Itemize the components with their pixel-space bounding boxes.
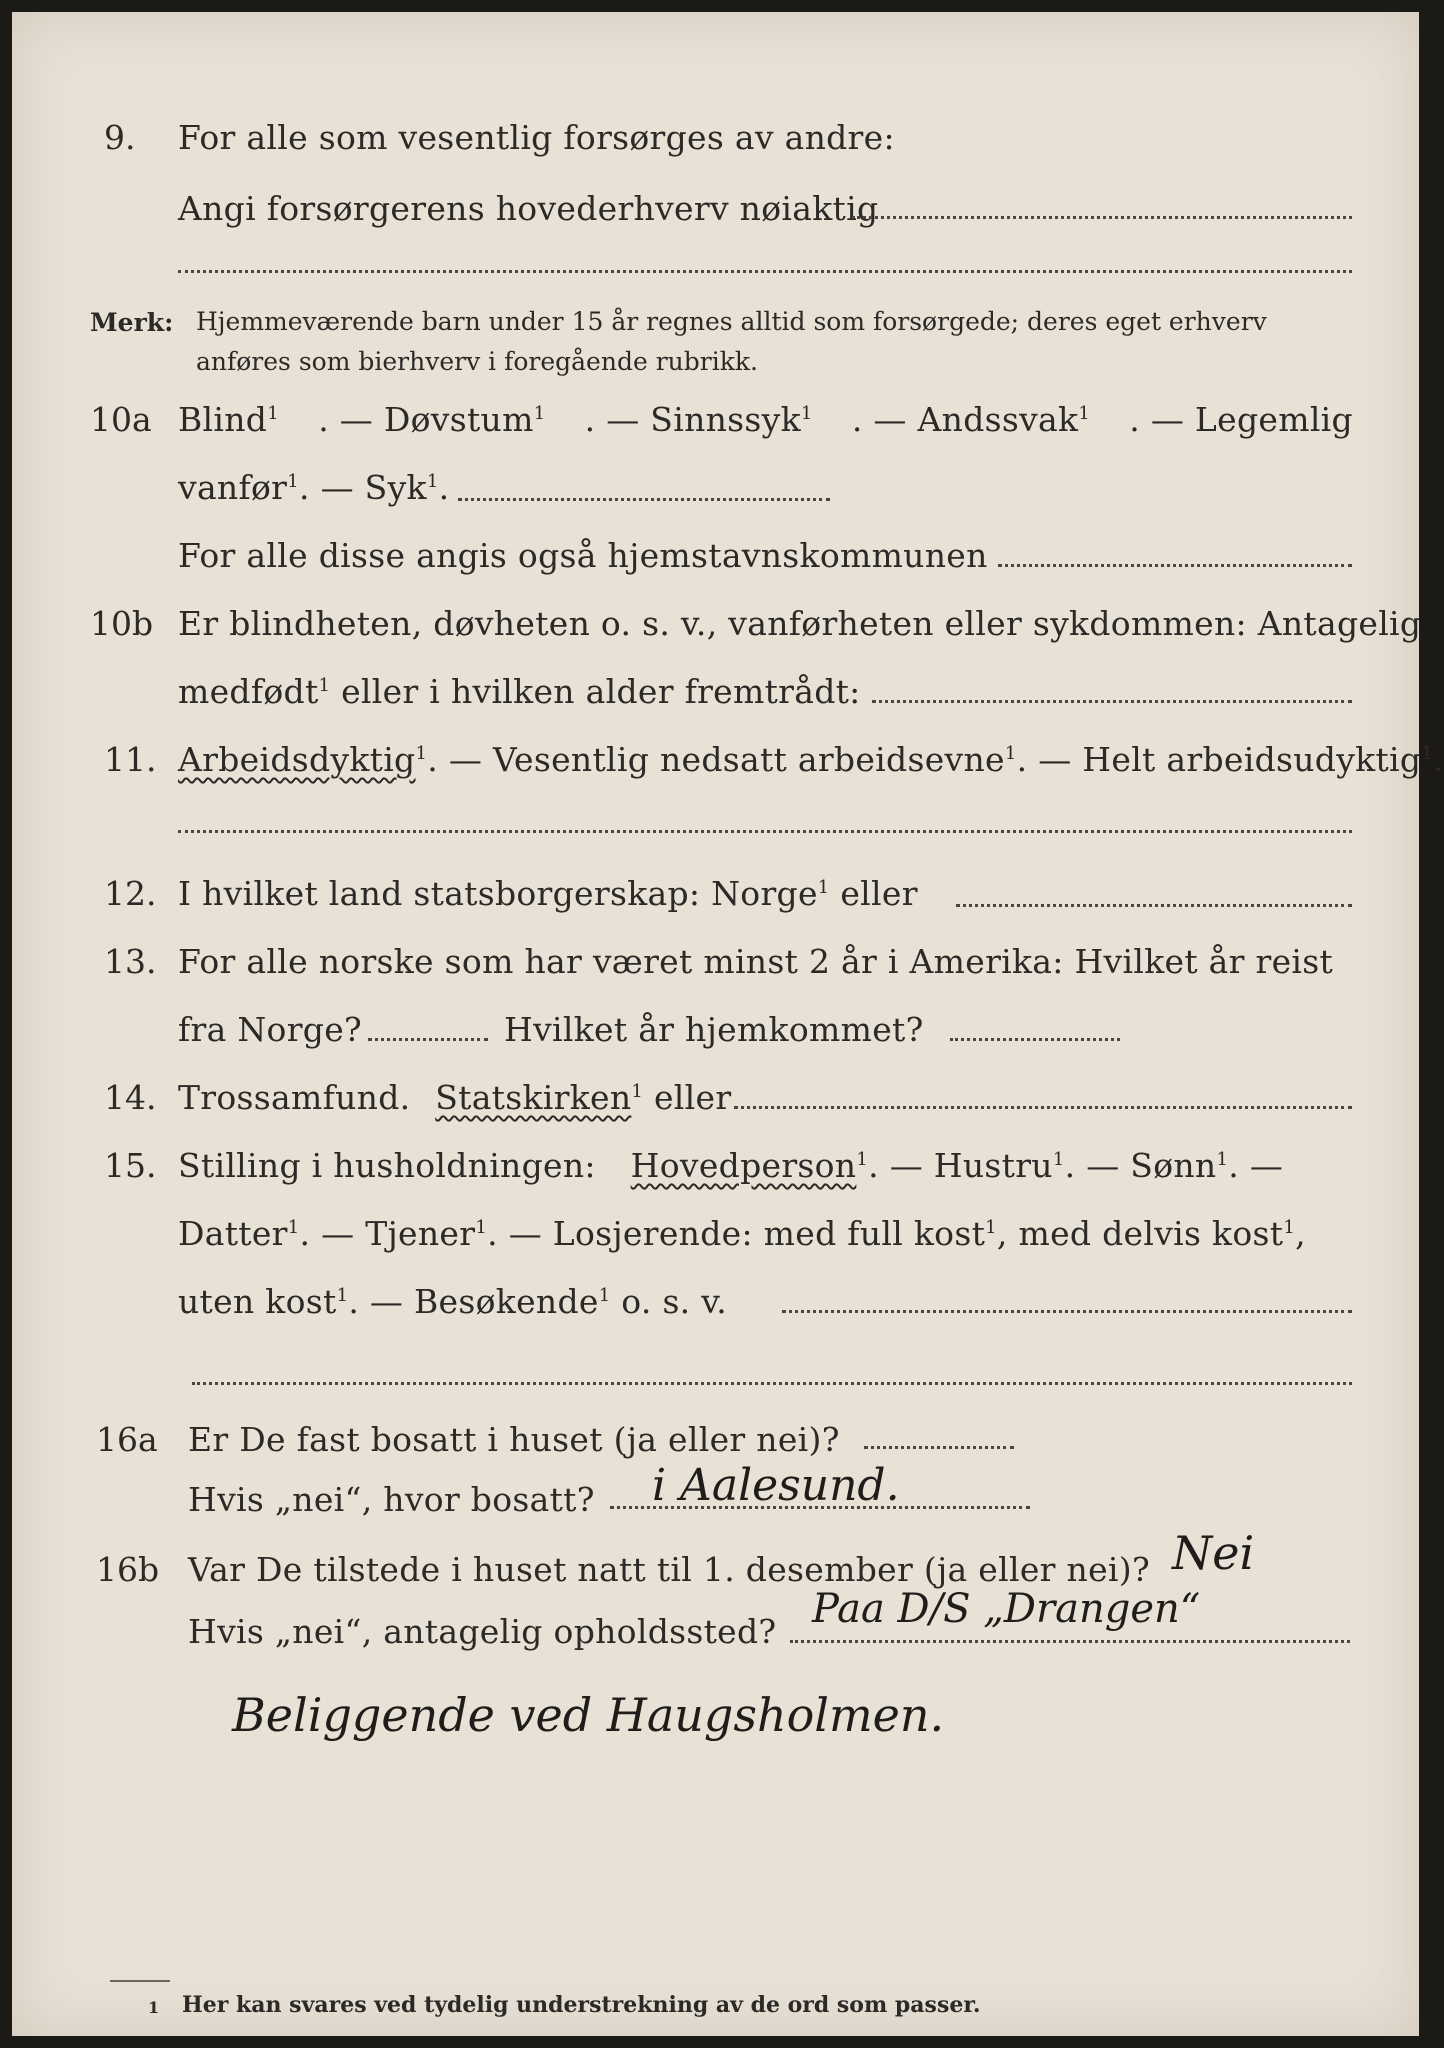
q15-sonn[interactable]: . — Sønn — [1064, 1146, 1217, 1185]
census-form-page — [12, 12, 1444, 2036]
merk-label: Merk: — [90, 308, 174, 337]
footnote-mark: 1 — [148, 1998, 160, 2017]
q16b-opholdssted-line[interactable] — [790, 1640, 1350, 1643]
q15-line2: Datter$^1$. — Tjener$^1$. — Losjerende: med full kost$^1$, med delvis kost$^1$, — [178, 1214, 1306, 1253]
q16a-ja-nei-line[interactable] — [864, 1446, 1014, 1449]
q16b-line1: Var De tilstede i huset natt til 1. desember (ja eller nei)? — [188, 1550, 1150, 1589]
q9-answer-line[interactable] — [852, 216, 1352, 219]
footnote-rule — [110, 1980, 170, 1982]
q15-full-kost[interactable]: . — Losjerende: med full kost — [487, 1214, 986, 1253]
q15-line3: uten kost$^1$. — Besøkende$^1$ o. s. v. — [178, 1282, 728, 1321]
q10b-answer-line[interactable] — [872, 700, 1352, 703]
q9-answer-line-2[interactable] — [178, 270, 1352, 273]
q11-answer-line[interactable] — [178, 830, 1352, 833]
q11-number: 11. — [104, 740, 157, 779]
q13-line1: For alle norske som har været minst 2 år i Amerika: Hvilket år reist — [178, 942, 1334, 981]
q10b-line1: Er blindheten, døvheten o. s. v., vanførheten eller sykdommen: Antagelig — [178, 604, 1422, 643]
q14-answer-line[interactable] — [734, 1106, 1352, 1109]
q16a-line1: Er De fast bosatt i huset (ja eller nei)? — [188, 1420, 840, 1459]
q16b-handwritten-answer3: Beliggende ved Haugsholmen. — [232, 1688, 945, 1742]
q12-line: I hvilket land statsborgerskap: Norge$^1$ eller — [178, 874, 918, 913]
q13-line2b: Hvilket år hjemkommet? — [504, 1010, 924, 1049]
q10a-blind[interactable]: Blind — [178, 400, 268, 439]
q10a-number: 10a — [90, 400, 152, 439]
q13-line2a: fra Norge? — [178, 1010, 363, 1049]
q10b-line2: medfødt$^1$ eller i hvilken alder fremtrådt: — [178, 672, 861, 711]
q10a-andssvak[interactable]: . — Andssvak — [851, 400, 1079, 439]
q11-line: Arbeidsdyktig$^1$. — Vesentlig nedsatt arbeidsevne$^1$. — Helt arbeidsudyktig$^1$. — [178, 740, 1444, 779]
q10b-number: 10b — [90, 604, 154, 643]
q12-number: 12. — [104, 874, 157, 913]
q9-line1: For alle som vesentlig forsørges av andre: — [178, 118, 895, 157]
q10a-vanfor[interactable]: vanfør — [178, 468, 288, 507]
q9-number: 9. — [104, 118, 136, 157]
q10a-sinnssyk[interactable]: . — Sinnssyk — [584, 400, 801, 439]
q10a-line2: vanfør$^1$. — Syk$^1$. — [178, 468, 450, 507]
q15-hovedperson-underlined[interactable]: Hovedperson — [630, 1146, 857, 1185]
q10a-line1: Blind$^1$ . — Døvstum$^1$ . — Sinnssyk$^1$ . — Andssvak$^1$ . — Legemlig — [178, 400, 1353, 439]
q15-besokende[interactable]: . — Besøkende — [348, 1282, 599, 1321]
q10a-line3: For alle disse angis også hjemstavnskommunen — [178, 536, 988, 575]
q15-delvis-kost[interactable]: , med delvis kost — [996, 1214, 1284, 1253]
q10a-syk[interactable]: . — Syk — [299, 468, 427, 507]
q16b-number: 16b — [96, 1550, 160, 1589]
q15-number: 15. — [104, 1146, 157, 1185]
q14-line: Trossamfund. Statskirken$^1$ eller — [178, 1078, 732, 1117]
q15-line1: Stilling i husholdningen: Hovedperson$^1$. — Hustru$^1$. — Sønn$^1$. — — [178, 1146, 1284, 1185]
q10a-dovstum[interactable]: . — Døvstum — [318, 400, 534, 439]
q10a-syk-line[interactable] — [458, 498, 830, 501]
q16a-handwritten-answer: i Aalesund. — [652, 1460, 900, 1511]
q11-nedsatt[interactable]: . — Vesentlig nedsatt arbeidsevne — [427, 740, 1005, 779]
q9-line2: Angi forsørgerens hovederhverv nøiaktig — [178, 189, 879, 228]
q13-hjemkommet-line[interactable] — [950, 1038, 1120, 1041]
footnote-text: Her kan svares ved tydelig understrekning av de ord som passer. — [182, 1992, 981, 2018]
q15-answer-line[interactable] — [782, 1310, 1352, 1313]
q11-udyktig[interactable]: . — Helt arbeidsudyktig — [1016, 740, 1422, 779]
q15-datter[interactable]: Datter — [178, 1214, 288, 1253]
q14-statskirken-underlined[interactable]: Statskirken — [435, 1078, 632, 1117]
q16b-line2: Hvis „nei“, antagelig opholdssted? — [188, 1612, 777, 1651]
q10a-legemlig[interactable]: . — Legemlig — [1129, 400, 1353, 439]
q14-number: 14. — [104, 1078, 157, 1117]
q15-hustru[interactable]: . — Hustru — [868, 1146, 1053, 1185]
q13-number: 13. — [104, 942, 157, 981]
q11-arbeidsdyktig-underlined[interactable]: Arbeidsdyktig — [178, 740, 416, 779]
q12-answer-line[interactable] — [956, 904, 1352, 907]
q16b-handwritten-answer2: Paa D/S „Drangen“ — [812, 1586, 1201, 1632]
q10a-hjemstavn-line[interactable] — [998, 564, 1352, 567]
q13-reist-line[interactable] — [368, 1038, 488, 1041]
q16a-number: 16a — [96, 1420, 158, 1459]
q15-tjener[interactable]: . — Tjener — [299, 1214, 476, 1253]
q16a-line2: Hvis „nei“, hvor bosatt? — [188, 1480, 595, 1519]
q15-answer-line-2[interactable] — [192, 1382, 1352, 1385]
q16b-handwritten-answer1: Nei — [1172, 1526, 1255, 1580]
merk-note: Hjemmeværende barn under 15 år regnes alltid som forsørgede; deres eget erhverv anføres som bierhverv i foregående rubrikk. — [196, 307, 1267, 376]
q15-uten-kost[interactable]: uten kost — [178, 1282, 337, 1321]
